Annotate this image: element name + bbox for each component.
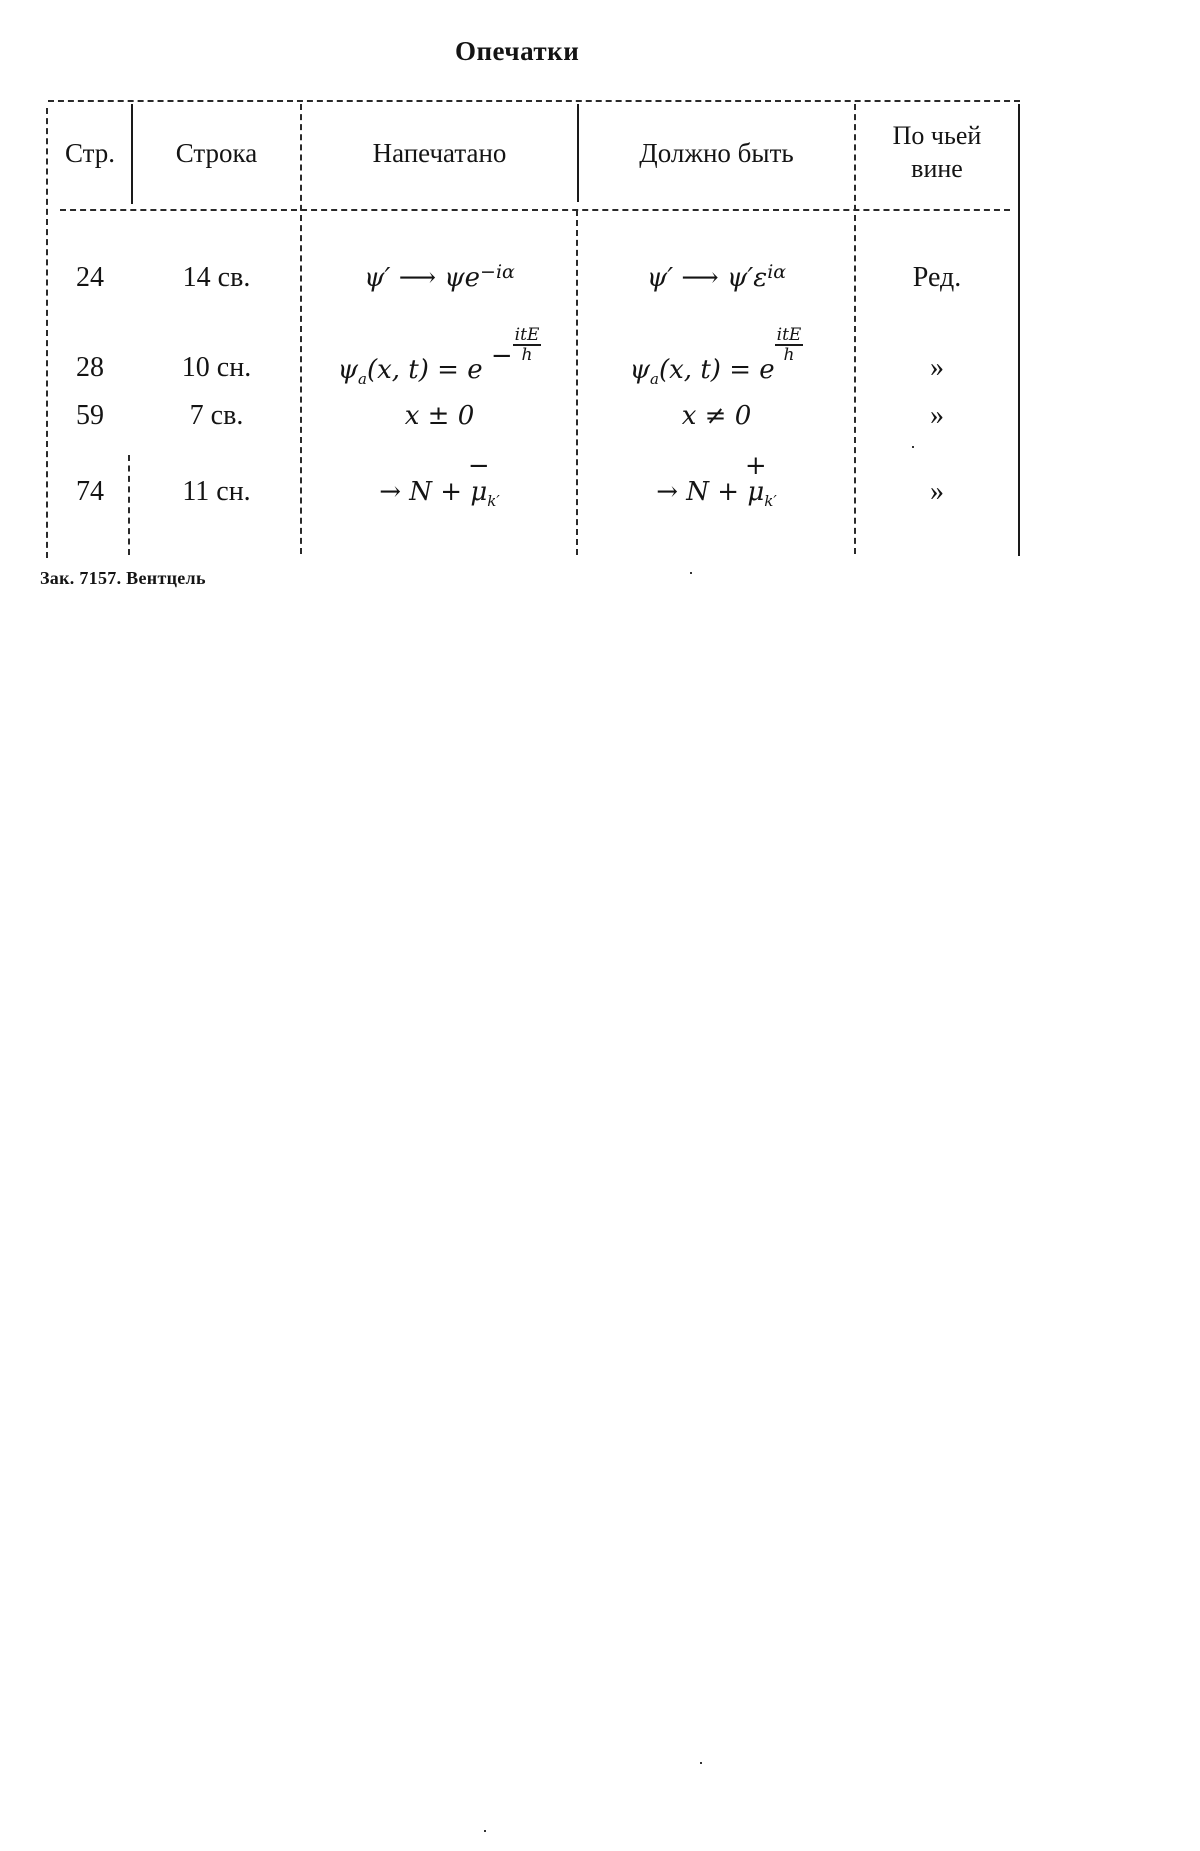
cell-should-be: x ≠ 0	[681, 401, 752, 431]
cell-page: 28	[76, 352, 104, 383]
header-separator	[60, 209, 1010, 211]
cell-line: 14 св.	[182, 262, 251, 293]
cell-page: 24	[76, 262, 104, 293]
formula-base: μ	[747, 477, 765, 507]
table-right-border	[1018, 104, 1020, 556]
scan-speck	[700, 1762, 702, 1764]
formula-rhs: ψ′ε	[726, 263, 768, 293]
formula-overmark-group	[467, 451, 490, 508]
formula-sign: −	[490, 341, 513, 371]
formula-fraction	[513, 326, 542, 364]
formula-args: (x, t) = e	[659, 355, 775, 385]
formula-base: μ	[470, 477, 488, 507]
cell-should-be	[579, 325, 854, 390]
cell-printed	[302, 262, 577, 296]
cell-fault: »	[930, 400, 944, 431]
cell-page: 74	[76, 476, 104, 507]
formula-lhs: ψ	[337, 355, 359, 385]
cell-line: 7 св.	[189, 400, 244, 431]
formula-subscript: a	[358, 370, 367, 388]
cell-should-be	[579, 262, 854, 296]
print-order-footer: Зак. 7157. Вентцель	[40, 568, 206, 588]
fraction-numerator: itE	[514, 325, 540, 345]
fraction-numerator: itE	[776, 325, 802, 345]
formula-overmark-group	[744, 451, 767, 508]
formula-rhs: ψe	[444, 263, 481, 293]
cell-fault: »	[930, 476, 944, 507]
col-header-fault-line1: По чьей	[892, 121, 982, 150]
col-header-printed: Напечатано	[372, 138, 507, 168]
formula-subscript: a	[650, 370, 659, 388]
scan-speck	[690, 572, 692, 574]
cell-fault: Ред.	[912, 262, 962, 293]
cell-printed: x ± 0	[404, 401, 475, 431]
scan-speck	[484, 1830, 486, 1832]
table-top-border	[48, 100, 1020, 102]
cell-line: 11 сн.	[182, 476, 251, 507]
col-header-page: Стр.	[64, 138, 116, 168]
cell-should-be	[579, 451, 854, 511]
col-header-should-be: Должно быть	[639, 138, 794, 168]
formula-lhs: ψ	[629, 355, 651, 385]
formula-args: (x, t) = e	[366, 355, 483, 385]
fraction-denominator: h	[521, 345, 533, 365]
formula-fraction	[775, 326, 804, 364]
cell-printed	[302, 451, 577, 511]
formula-lhs: ψ′	[646, 263, 674, 293]
formula-arrow: ⟶	[681, 263, 719, 293]
cell-printed	[302, 325, 577, 390]
cell-page: 59	[76, 400, 104, 431]
formula-prefix: → N +	[379, 477, 471, 507]
formula-exponent: −iα	[480, 261, 515, 283]
formula-overmark: −	[467, 451, 490, 481]
formula-lhs: ψ′	[364, 263, 391, 293]
scan-speck	[912, 446, 914, 448]
formula-exponent: iα	[767, 261, 787, 283]
formula-subscript: k′	[764, 492, 777, 510]
page-title: Опечатки	[455, 36, 580, 66]
formula-subscript: k′	[487, 492, 500, 510]
formula-arrow: ⟶	[398, 263, 436, 293]
cell-line: 10 сн.	[181, 352, 252, 383]
fraction-denominator: h	[783, 345, 795, 365]
cell-fault: »	[930, 352, 944, 383]
formula-prefix: → N +	[656, 477, 748, 507]
formula-overmark: +	[744, 451, 767, 481]
col-header-line: Строка	[175, 138, 258, 168]
col-header-fault-line2: вине	[911, 154, 963, 183]
